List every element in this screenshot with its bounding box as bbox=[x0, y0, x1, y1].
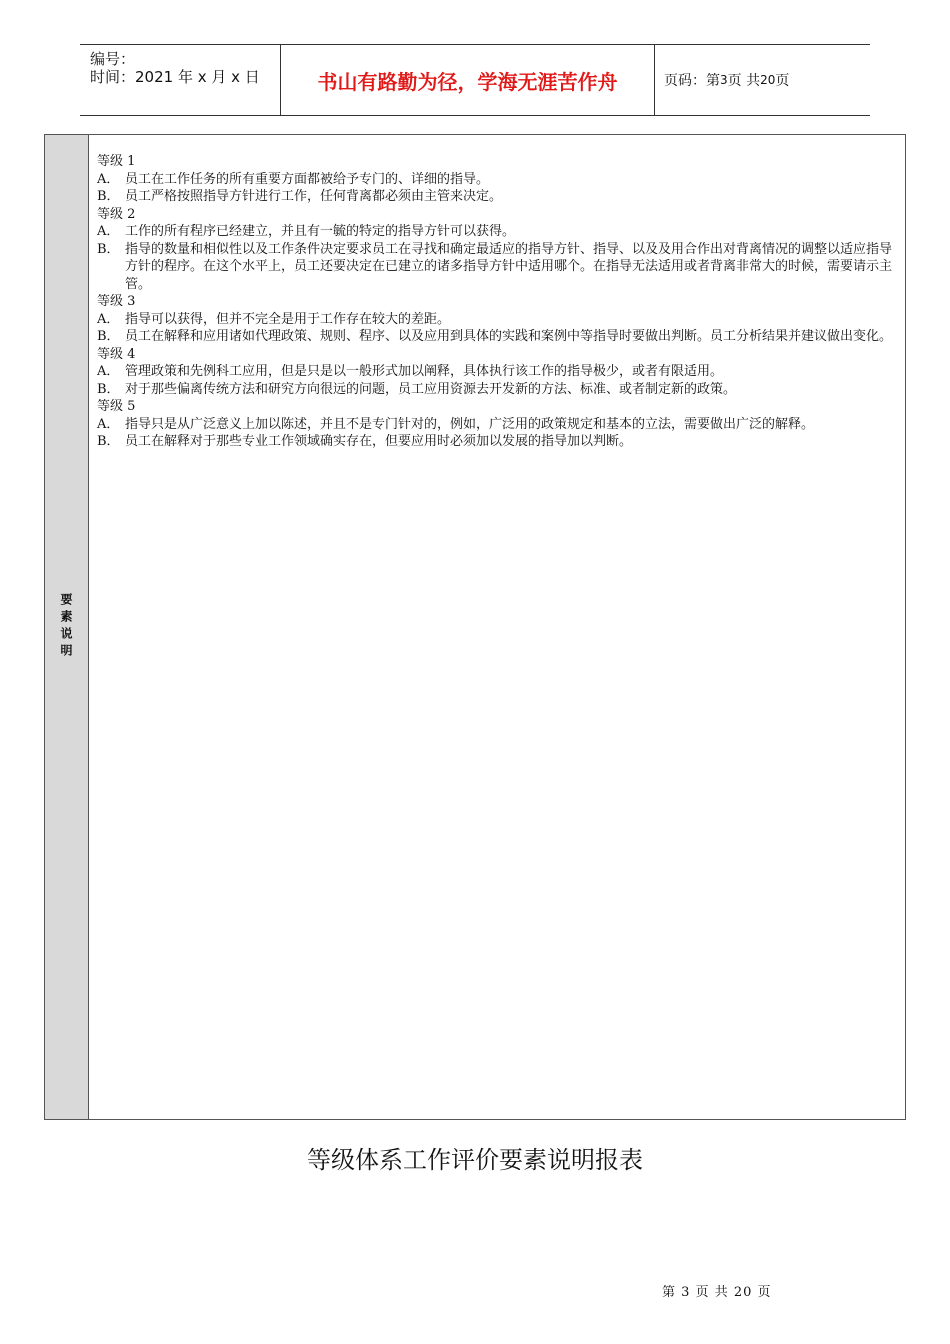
item-marker: B． bbox=[97, 329, 120, 344]
page-mid: 页 共 bbox=[727, 73, 761, 89]
level-item bbox=[97, 328, 897, 346]
item-marker: A． bbox=[97, 416, 120, 432]
header-meta bbox=[80, 45, 280, 115]
level-title: 等级 2 bbox=[97, 206, 136, 222]
number-label: 编号： bbox=[90, 50, 136, 68]
level-title: 等级 1 bbox=[97, 154, 136, 169]
item-text: 工作的所有程序已经建立，并且有一毓的特定的指导方针可以获得。 bbox=[125, 224, 516, 239]
item-text: 员工在解释和应用诸如代理政策、规则、程序、以及应用到具体的实践和案例中等指导时要做出判断。员工分析结果并建议做出变化。 bbox=[125, 329, 893, 344]
footer-prefix: 第 bbox=[662, 1285, 677, 1300]
item-text: 员工在工作任务的所有重要方面都被给予专门的、详细的指导。 bbox=[125, 171, 490, 187]
level-item bbox=[97, 381, 897, 399]
page-current: 3 bbox=[720, 73, 728, 87]
level-block bbox=[97, 153, 897, 206]
footer-total: 20 bbox=[733, 1285, 753, 1300]
item-marker: A． bbox=[97, 311, 120, 327]
item-text: 员工严格按照指导方针进行工作，任何背离都必须由主管来决定。 bbox=[125, 189, 503, 204]
level-item bbox=[97, 433, 897, 451]
level-item bbox=[97, 416, 897, 434]
level-item bbox=[97, 363, 897, 381]
level-block bbox=[97, 398, 897, 451]
level-title: 等级 4 bbox=[97, 346, 136, 362]
footer-mid: 页 共 bbox=[695, 1285, 729, 1300]
level-title: 等级 5 bbox=[97, 399, 136, 414]
item-text: 对于那些偏离传统方法和研究方向很远的问题，员工应用资源去开发新的方法、标准、或者制定新的政策。 bbox=[125, 381, 737, 397]
level-item bbox=[97, 241, 897, 294]
item-text: 指导只是从广泛意义上加以陈述，并且不是专门针对的，例如，广泛用的政策规定和基本的立法，需要做出广泛的解释。 bbox=[125, 416, 815, 432]
item-text: 指导的数量和相似性以及工作条件决定要求员工在寻找和确定最适应的指导方针、指导、以及及用合作出对背离情况的调整以适应指导方针的程序。在这个水平上，员工还要决定在已建立的诸多指导方针中适用哪个。在指导无法适用或者背离非常大的时候，需要请示主管。 bbox=[125, 241, 893, 292]
item-text: 员工在解释对于那些专业工作领域确实存在，但要应用时必须加以发展的指导加以判断。 bbox=[125, 434, 633, 449]
page-total: 20 bbox=[760, 73, 776, 87]
level-item bbox=[97, 188, 897, 206]
level-block bbox=[97, 293, 897, 346]
side-header-cell bbox=[45, 135, 89, 1119]
level-block bbox=[97, 206, 897, 294]
side-label: 要素说明 bbox=[59, 593, 73, 661]
level-item bbox=[97, 311, 897, 329]
page-suffix: 页 bbox=[775, 73, 790, 89]
page-footer bbox=[662, 1281, 772, 1300]
item-marker: B． bbox=[97, 381, 120, 397]
footer-suffix: 页 bbox=[757, 1285, 772, 1300]
item-marker: A． bbox=[97, 171, 120, 187]
level-item bbox=[97, 171, 897, 189]
document-caption: 等级体系工作评价要素说明报表 bbox=[307, 1146, 643, 1174]
item-marker: A． bbox=[97, 224, 120, 239]
page-header bbox=[80, 44, 870, 116]
header-page-number bbox=[654, 45, 870, 115]
item-text: 指导可以获得，但并不完全是用于工作存在较大的差距。 bbox=[125, 311, 451, 327]
item-marker: B． bbox=[97, 189, 120, 204]
item-marker: B． bbox=[97, 241, 120, 257]
element-description-table bbox=[44, 134, 906, 1120]
level-item bbox=[97, 223, 897, 241]
page-prefix: 页码：第 bbox=[664, 73, 720, 89]
item-marker: B． bbox=[97, 434, 120, 449]
item-marker: A． bbox=[97, 364, 120, 379]
level-title: 等级 3 bbox=[97, 294, 136, 309]
description-content bbox=[97, 153, 897, 451]
date-line: 时间：2021 年 x 月 x 日 bbox=[90, 68, 260, 86]
header-slogan: 书山有路勤为径，学海无涯苦作舟 bbox=[280, 45, 655, 115]
level-block bbox=[97, 346, 897, 399]
footer-current: 3 bbox=[681, 1285, 691, 1300]
item-text: 管理政策和先例科工应用，但是只是以一般形式加以阐释，具体执行该工作的指导极少，或者有限适用。 bbox=[125, 364, 724, 379]
